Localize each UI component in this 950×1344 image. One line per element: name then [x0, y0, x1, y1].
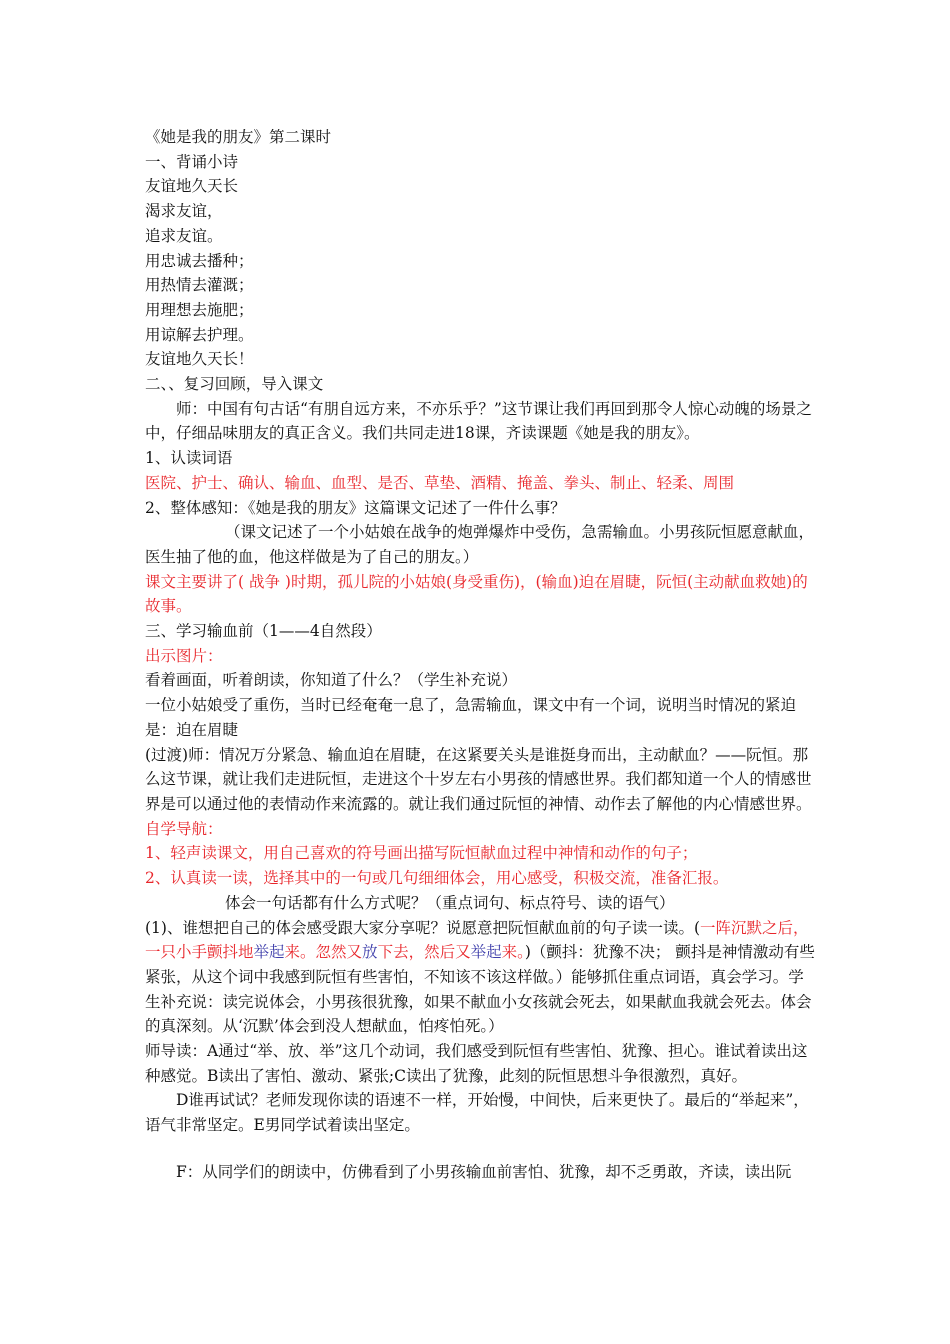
- paragraph-f: F：从同学们的朗读中，仿佛看到了小男孩输血前害怕、犹豫，却不乏勇敢，齐读，读出阮: [176, 1162, 792, 1181]
- poem-line: 渴求友谊，: [145, 202, 223, 221]
- subheading-words: 1、认读词语: [145, 449, 233, 468]
- question-text: )（颤抖：犹豫不决； 颤抖是神情激动有些紧张，从这个词中我感到阮恒有些害怕，不知该不该这样做。）能够抓住重点词语，真会学习。学生补充说：读完说体会，小男孩很犹豫，如果不献血小女孩就会死去，如果献血我就会死去。体会的真深刻。从‘沉默’体会到没人想献血，怕疼怕死。）: [145, 943, 815, 1036]
- question-paragraph: [145, 916, 815, 1040]
- guide-heading: 自学导航：: [145, 819, 223, 838]
- transition-paragraph: (过渡)师：情况万分紧急、输血迫在眉睫，在这紧要关头是谁挺身而出，主动献血？——阮恒。那么这节课，就让我们走进阮恒，走进这个十岁左右小男孩的情感世界。我们都知道一个人的情感世界是可以通过他的表情动作来流露的。就让我们通过阮恒的神情、动作去了解他的内心情感世界。: [145, 745, 812, 813]
- methods-paragraph: 体会一句话都有什么方式呢？（重点词句、标点符号、读的语气）: [225, 893, 675, 912]
- paragraph: 一位小姑娘受了重伤，当时已经奄奄一息了，急需输血，课文中有一个词，说明当时情况的紧迫是：迫在眉睫: [145, 696, 797, 739]
- poem-line: 友谊地久天长！: [145, 350, 254, 369]
- guided-reading-paragraph: 师导读：A通过“举、放、举”这几个动词，我们感受到阮恒有些害怕、犹豫、担心。谁试着读出这种感觉。B读出了害怕、激动、紧张;C读出了犹豫，此刻的阮恒思想斗争很激烈，真好。: [145, 1042, 808, 1085]
- document-title: 《她是我的朋友》第二课时: [145, 128, 332, 146]
- quote-text: 来。: [501, 943, 525, 962]
- section-heading: 一、背诵小诗: [145, 152, 239, 171]
- verb-highlight: 举起: [470, 943, 502, 962]
- question-text: (1)、谁想把自己的体会感受跟大家分享呢？说愿意把阮恒献血前的句子读一读。(: [145, 918, 701, 937]
- answer-paragraph: （课文记述了一个小姑娘在战争的炮弹爆炸中受伤，急需输血。小男孩阮恒愿意献血，医生抽了他的血，他这样做是为了自己的朋友。）: [145, 523, 815, 566]
- summary-paragraph: 课文主要讲了( 战争 )时期，孤儿院的小姑娘(身受重伤)，(输血)迫在眉睫，阮恒(主动献血救她)的故事。: [145, 572, 808, 616]
- paragraph: 看着画面，听着朗读，你知道了什么？（学生补充说）: [145, 671, 518, 690]
- poem-line: 友谊地久天长: [145, 177, 239, 196]
- verb-highlight: 举起: [253, 943, 285, 962]
- blank-line: [145, 1138, 815, 1160]
- paragraph-d: D谁再试试？老师发现你读的语速不一样，开始慢，中间快，后来更快了。最后的“举起来”，语气非常坚定。E男同学试着读出坚定。: [145, 1091, 809, 1135]
- quote-text: 一阵沉默之后，一只小手颤抖地: [145, 918, 809, 962]
- guide-item: 2、认真读一读，选择其中的一句或几句细细体会，用心感受，积极交流，准备汇报。: [145, 869, 729, 888]
- quote-text: 来。忽然又: [284, 943, 363, 962]
- section-heading: 二、、复习回顾，导入课文: [145, 375, 324, 394]
- quote-text: 下去，然后又: [377, 943, 471, 962]
- poem-line: 用热情去灌溉；: [145, 276, 254, 295]
- poem-line: 用谅解去护理。: [145, 325, 254, 344]
- subheading-overall: 2、整体感知：《她是我的朋友》这篇课文记述了一件什么事？: [145, 498, 566, 517]
- guide-item: 1、轻声读课文，用自己喜欢的符号画出描写阮恒献血过程中神情和动作的句子；: [145, 844, 698, 863]
- intro-paragraph: 师：中国有句古话“有朋自远方来，不亦乐乎？”这节课让我们再回到那令人惊心动魄的场景之中，仔细品味朋友的真正含义。我们共同走进18课，齐读课题《她是我的朋友》。: [145, 399, 812, 443]
- show-picture-label: 出示图片：: [145, 646, 223, 665]
- verb-highlight: 放: [362, 943, 378, 962]
- vocabulary-list: 医院、护士、确认、输血、血型、是否、草垫、酒精、掩盖、拳头、制止、轻柔、周围: [145, 473, 735, 492]
- poem-line: 用忠诚去播种；: [145, 251, 254, 270]
- section-heading: 三、学习输血前（1——4自然段）: [145, 622, 382, 641]
- poem-line: 追求友谊。: [145, 226, 223, 245]
- poem-line: 用理想去施肥；: [145, 300, 254, 319]
- document-body: [145, 125, 815, 1185]
